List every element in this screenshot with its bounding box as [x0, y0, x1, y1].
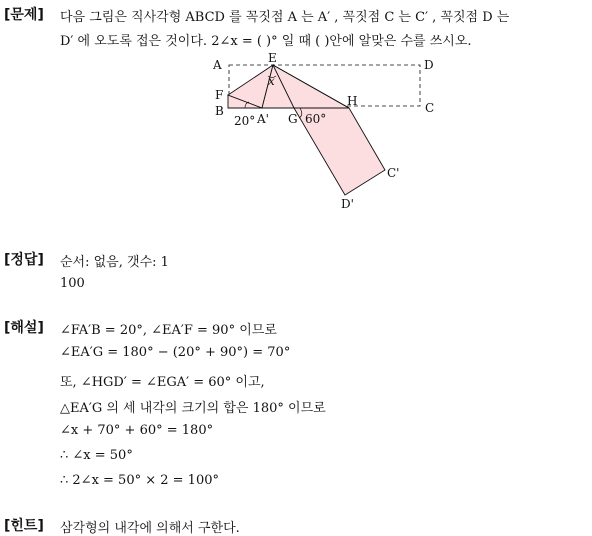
answer-value: 100: [60, 276, 85, 291]
solution-line-1: ∠FA′B = 20°, ∠EA′F = 90° 이므로: [60, 323, 277, 338]
solution-line-6: ∴ ∠x = 50°: [60, 448, 133, 463]
label-c-prime: C': [387, 166, 400, 180]
label-b: B: [215, 104, 224, 118]
label-a: A: [213, 58, 222, 72]
answer-order-count: 순서: 없음, 갯수: 1: [60, 255, 169, 270]
solution-line-5: ∠x + 70° + 60° = 180°: [60, 423, 214, 438]
folded-rectangle-figure: [205, 52, 435, 212]
folded-flap: [262, 65, 385, 195]
problem-text-line-1: 다음 그림은 직사각형 ABCD 를 꼭짓점 A 는 A′ , 꼭짓점 C 는 C′ , 꼭짓점 D 는: [60, 10, 510, 25]
label-angle-60: 60°: [305, 112, 327, 126]
label-h: H: [347, 94, 358, 108]
label-g: G: [288, 112, 298, 126]
label-a-prime: A': [257, 112, 269, 126]
label-x: x: [268, 74, 275, 88]
solution-line-4: △EA′G 의 세 내각의 크기의 합은 180° 이므로: [60, 401, 326, 416]
label-d-prime: D': [341, 197, 354, 211]
problem-label: [문제]: [4, 7, 44, 23]
solution-line-2: ∠EA′G = 180° − (20° + 90°) = 70°: [60, 345, 291, 360]
label-d: D: [424, 58, 434, 72]
solution-line-3: 또, ∠HGD′ = ∠EGA′ = 60° 이고,: [60, 375, 265, 390]
label-f: F: [215, 88, 224, 102]
answer-label: [정답]: [4, 252, 44, 268]
solution-label: [해설]: [4, 320, 44, 336]
hint-label: [힌트]: [4, 518, 44, 534]
label-angle-20: 20°: [234, 114, 256, 128]
label-c: C: [425, 101, 435, 115]
label-e: E: [268, 52, 277, 65]
solution-line-7: ∴ 2∠x = 50° × 2 = 100°: [60, 473, 219, 488]
problem-text-line-2: D′ 에 오도록 접은 것이다. 2∠x = ( )° 일 때 ( )안에 알맞은 수를 쓰시오.: [60, 34, 472, 49]
hint-text: 삼각형의 내각에 의해서 구한다.: [60, 521, 240, 536]
